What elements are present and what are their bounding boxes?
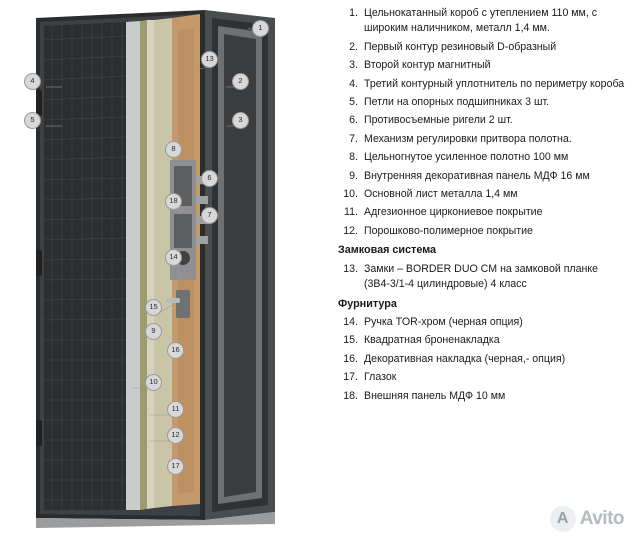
callout-marker: 7 (201, 207, 218, 224)
list-item-text: Первый контур резиновый D-образный (364, 40, 557, 53)
list-item (338, 132, 626, 147)
avito-watermark-text: Avito (579, 508, 624, 529)
polymer-layer (147, 20, 154, 509)
list-item (338, 224, 626, 239)
list-item (338, 352, 626, 367)
avito-watermark (550, 506, 624, 532)
section-heading-hardware: Фурнитура (338, 297, 397, 310)
hinge-middle (36, 250, 42, 276)
list-item-number: 9. (349, 169, 358, 182)
metal-sheet-layer (126, 21, 140, 510)
list-item (338, 150, 626, 165)
callout-marker: 11 (167, 401, 184, 418)
list-item (338, 169, 626, 184)
hinge-bottom (36, 420, 42, 446)
list-item (338, 205, 626, 220)
list-item-text: Глазок (364, 371, 397, 384)
callout-marker: 3 (232, 112, 249, 129)
list-item-number: 14. (343, 315, 358, 328)
callout-marker: 6 (201, 170, 218, 187)
callout-marker: 8 (165, 141, 182, 158)
callout-marker: 2 (232, 73, 249, 90)
list-item-number: 15. (343, 334, 358, 347)
callout-marker: 16 (167, 342, 184, 359)
list-item-text: Цельногнутое усиленное полотно 100 мм (364, 151, 569, 164)
list-item-number: 10. (343, 188, 358, 201)
list-item (338, 95, 626, 110)
avito-logo-icon: A (550, 506, 576, 532)
handle-plate (176, 290, 190, 318)
dead-bolt-4 (196, 236, 208, 244)
list-item-text: Третий контурный уплотнитель по периметру короба (364, 77, 625, 90)
list-item (338, 370, 626, 385)
callout-marker: 4 (24, 73, 41, 90)
zirconium-layer (140, 20, 147, 510)
list-item-text: Цельнокатанный короб с утеплением 110 мм, с широким наличником, металл 1,4 мм. (364, 7, 598, 35)
callout-marker: 1 (252, 20, 269, 37)
dead-bolt-2 (196, 196, 208, 204)
list-item-text: Порошково-полимерное покрытие (364, 224, 533, 237)
callout-marker: 14 (165, 249, 182, 266)
list-item (338, 113, 626, 128)
callout-marker: 13 (201, 51, 218, 68)
list-item (338, 187, 626, 202)
callout-marker: 10 (145, 374, 162, 391)
lock-cylinder-lower (174, 214, 192, 248)
list-item (338, 6, 626, 37)
specification-list (338, 6, 626, 407)
list-item-number: 11. (344, 206, 358, 219)
callout-marker: 15 (145, 299, 162, 316)
list-item-number: 17. (343, 371, 358, 384)
list-item-number: 2. (349, 40, 358, 53)
list-item-text: Внешняя панель МДФ 10 мм (364, 389, 506, 402)
callout-marker: 18 (165, 193, 182, 210)
list-item-text: Декоративная накладка (черная,- опция) (364, 352, 566, 365)
list-item-text: Петли на опорных подшипниках 3 шт. (364, 96, 550, 109)
list-item (338, 333, 626, 348)
list-item-text: Замки – BORDER DUO CM на замковой планке (3В4-3/1-4 цилиндровые) 4 класс (364, 262, 599, 291)
list-item-number: 12. (343, 224, 358, 237)
list-item-text: Противосъемные ригели 2 шт. (364, 114, 513, 127)
list-item (338, 58, 626, 73)
list-item (338, 389, 626, 404)
hinge-top (36, 90, 42, 116)
list-item-number: 4. (349, 77, 358, 90)
list-item-number: 7. (349, 132, 358, 145)
callout-marker: 5 (24, 112, 41, 129)
list-item-number: 16. (343, 352, 358, 365)
door-handle (166, 298, 180, 303)
list-item-text: Ручка TOR-хром (черная опция) (364, 315, 523, 328)
list-item (338, 40, 626, 55)
list-item-number: 6. (349, 114, 358, 127)
door-frame-rebate (224, 34, 256, 497)
list-item (338, 315, 626, 330)
door-mesh-panel (44, 22, 126, 510)
list-item (338, 262, 626, 293)
list-item-text: Механизм регулировки притвора полотна. (364, 132, 572, 145)
list-item-text: Внутренняя декоративная панель МДФ 16 мм (364, 169, 590, 182)
list-item-text: Второй контур магнитный (364, 59, 491, 72)
list-item-number: 13. (343, 262, 358, 275)
list-item-number: 18. (343, 389, 358, 402)
list-item-text: Основной лист металла 1,4 мм (364, 188, 518, 201)
section-heading-lock-system: Замковая система (338, 244, 437, 257)
callout-marker: 17 (167, 458, 184, 475)
list-item-text: Квадратная броненакладка (364, 334, 500, 347)
callout-marker: 12 (167, 427, 184, 444)
list-item-number: 1. (349, 7, 358, 19)
list-item-number: 5. (349, 96, 358, 109)
list-item-text: Адгезионное циркониевое покрытие (364, 206, 543, 219)
list-item-number: 3. (349, 59, 358, 72)
callout-marker: 9 (145, 323, 162, 340)
list-item (338, 77, 626, 92)
list-item-number: 8. (349, 151, 358, 164)
